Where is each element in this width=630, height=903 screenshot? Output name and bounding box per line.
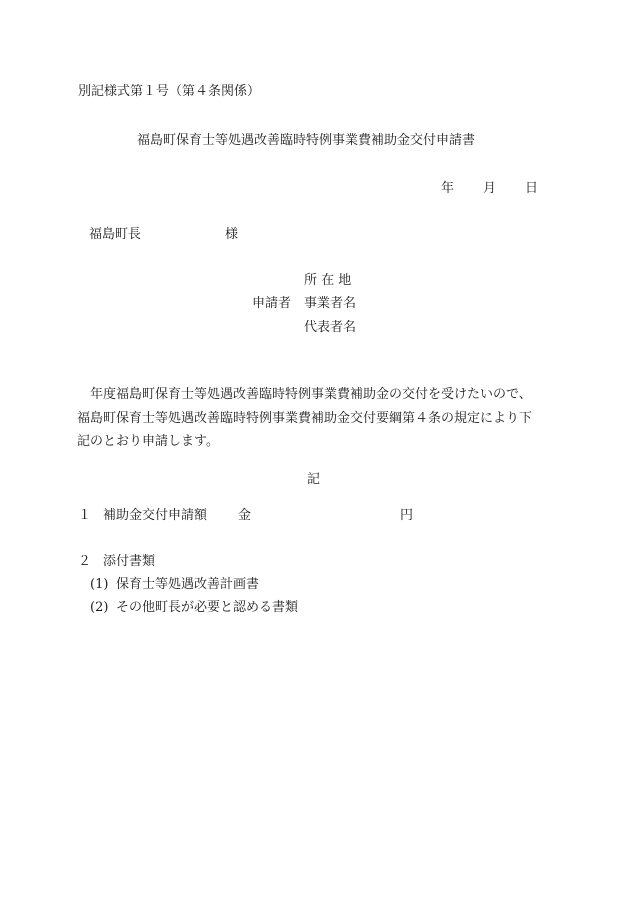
item-2-label: 添付書類 (103, 554, 156, 569)
body-line-1: 年度福島町保育士等処遇改善臨時特例事業費補助金の交付を受けたいので、 (77, 387, 532, 402)
document-title: 福島町保育士等処遇改善臨時特例事業費補助金交付申請書 (137, 133, 476, 148)
ki-heading: 記 (307, 472, 321, 487)
addressee-name: 福島町長 (89, 227, 142, 242)
applicant-label: 申請者 (252, 296, 292, 311)
body-line-3: 記のとおり申請します。 (77, 434, 219, 449)
subitem-1-text: 保育士等処遇改善計画書 (116, 577, 260, 592)
date-day: 日 (525, 181, 539, 196)
item-2-number: ２ (78, 554, 92, 569)
date-month: 月 (483, 181, 497, 196)
form-number: 別記様式第１号（第４条関係） (78, 84, 261, 99)
item-1-label: 補助金交付申請額 (103, 508, 208, 523)
body-line-2: 福島町保育士等処遇改善臨時特例事業費補助金交付要綱第４条の規定により下 (77, 411, 533, 426)
item-1-kin: 金 (238, 508, 252, 523)
item-1-yen: 円 (400, 508, 414, 523)
addressee-honorific: 様 (225, 227, 239, 242)
date-year: 年 (441, 181, 455, 196)
subitem-2-text: その他町長が必要と認める書類 (116, 600, 299, 615)
subitem-1-number: (1) (90, 577, 109, 592)
applicant-address-label: 所 在 地 (304, 273, 352, 288)
item-1-number: １ (78, 508, 92, 523)
applicant-business-name-label: 事業者名 (304, 296, 357, 311)
applicant-representative-label: 代表者名 (304, 320, 357, 335)
subitem-2-number: (2) (90, 600, 109, 615)
